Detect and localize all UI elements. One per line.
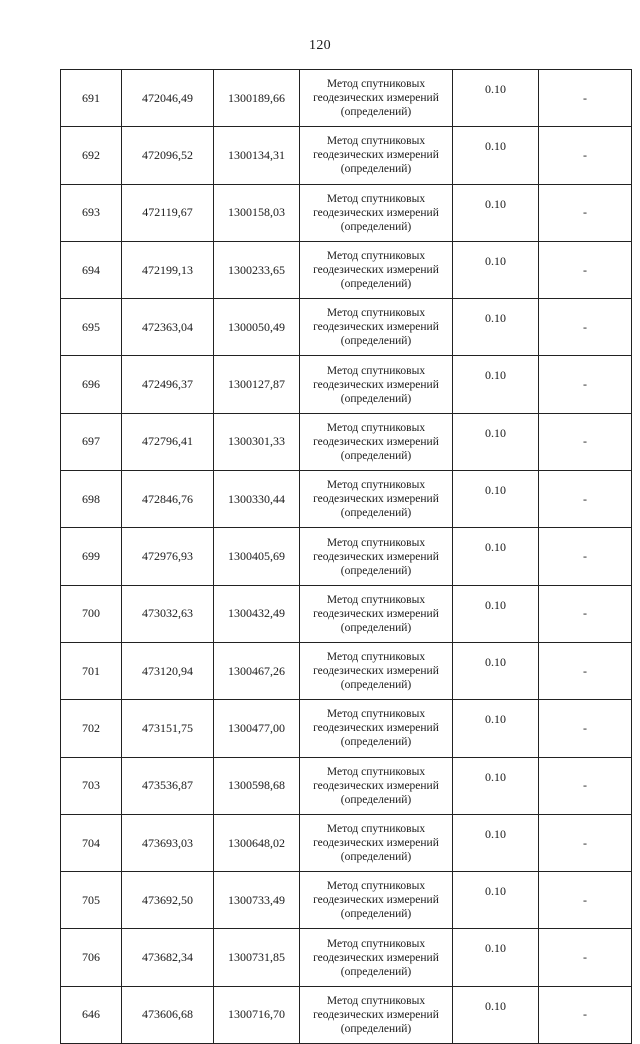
x-coordinate-cell: 472976,93: [122, 528, 214, 585]
y-coordinate-cell: 1300301,33: [214, 413, 300, 470]
table-row: [61, 70, 632, 127]
extra-cell: -: [539, 471, 632, 528]
y-coordinate-cell: 1300716,70: [214, 986, 300, 1043]
point-number-cell: 694: [61, 241, 122, 298]
method-cell: [300, 413, 453, 470]
method-cell: [300, 642, 453, 699]
method-line: геодезических измерений: [313, 493, 439, 506]
extra-cell: -: [539, 585, 632, 642]
accuracy-cell: 0.10: [453, 986, 539, 1043]
table-row: [61, 642, 632, 699]
point-number-cell: 706: [61, 929, 122, 986]
method-line: Метод спутниковых: [326, 307, 426, 320]
x-coordinate-cell: 472363,04: [122, 299, 214, 356]
table-row: [61, 814, 632, 871]
method-line: (определений): [340, 736, 412, 749]
method-line: Метод спутниковых: [326, 364, 426, 377]
method-cell: [300, 872, 453, 929]
table-row: [61, 986, 632, 1043]
accuracy-cell: 0.10: [453, 127, 539, 184]
x-coordinate-cell: 472496,37: [122, 356, 214, 413]
table-row: [61, 184, 632, 241]
extra-cell: -: [539, 356, 632, 413]
point-number-cell: 692: [61, 127, 122, 184]
x-coordinate-cell: 473692,50: [122, 872, 214, 929]
method-line: (определений): [340, 278, 412, 291]
method-line: геодезических измерений: [313, 92, 439, 105]
accuracy-cell: 0.10: [453, 528, 539, 585]
extra-cell: -: [539, 814, 632, 871]
method-line: геодезических измерений: [313, 264, 439, 277]
y-coordinate-cell: 1300648,02: [214, 814, 300, 871]
table-row: [61, 528, 632, 585]
x-coordinate-cell: 473032,63: [122, 585, 214, 642]
method-line: геодезических измерений: [313, 837, 439, 849]
method-line: (определений): [340, 106, 412, 119]
method-line: Метод спутниковых: [326, 823, 426, 835]
method-line: Метод спутниковых: [326, 593, 426, 606]
point-number-cell: 697: [61, 413, 122, 470]
x-coordinate-cell: 472796,41: [122, 413, 214, 470]
accuracy-cell: 0.10: [453, 413, 539, 470]
accuracy-cell: 0.10: [453, 585, 539, 642]
method-line: Метод спутниковых: [326, 192, 426, 205]
method-cell: [300, 184, 453, 241]
x-coordinate-cell: 472096,52: [122, 127, 214, 184]
method-cell: [300, 700, 453, 757]
x-coordinate-cell: 472119,67: [122, 184, 214, 241]
y-coordinate-cell: 1300233,65: [214, 241, 300, 298]
x-coordinate-cell: 472199,13: [122, 241, 214, 298]
y-coordinate-cell: 1300733,49: [214, 872, 300, 929]
y-coordinate-cell: 1300405,69: [214, 528, 300, 585]
method-line: геодезических измерений: [313, 951, 439, 964]
extra-cell: -: [539, 413, 632, 470]
method-line: (определений): [340, 449, 412, 462]
method-line: Метод спутниковых: [326, 536, 426, 549]
method-cell: [300, 986, 453, 1043]
extra-cell: -: [539, 642, 632, 699]
extra-cell: -: [539, 757, 632, 814]
method-line: Метод спутниковых: [326, 421, 426, 434]
x-coordinate-cell: 473151,75: [122, 700, 214, 757]
table-row: [61, 757, 632, 814]
method-cell: [300, 528, 453, 585]
method-cell: [300, 299, 453, 356]
point-number-cell: 698: [61, 471, 122, 528]
coordinates-table: [60, 69, 632, 1044]
method-line: Метод спутниковых: [326, 250, 426, 263]
method-line: геодезических измерений: [313, 321, 439, 334]
method-line: Метод спутниковых: [326, 765, 426, 778]
table-row: [61, 241, 632, 298]
method-line: (определений): [340, 908, 412, 921]
y-coordinate-cell: 1300127,87: [214, 356, 300, 413]
table-row: [61, 471, 632, 528]
method-line: (определений): [340, 564, 412, 577]
method-line: Метод спутниковых: [326, 708, 426, 721]
method-line: (определений): [340, 392, 412, 405]
method-line: Метод спутниковых: [326, 135, 426, 148]
table-row: [61, 413, 632, 470]
method-line: геодезических измерений: [313, 206, 439, 219]
method-line: геодезических измерений: [313, 607, 439, 620]
method-cell: [300, 471, 453, 528]
method-line: (определений): [340, 220, 412, 233]
x-coordinate-cell: 472846,76: [122, 471, 214, 528]
method-line: геодезических измерений: [313, 665, 439, 678]
method-line: геодезических измерений: [313, 722, 439, 735]
x-coordinate-cell: 473606,68: [122, 986, 214, 1043]
extra-cell: -: [539, 929, 632, 986]
method-line: (определений): [340, 163, 412, 176]
accuracy-cell: 0.10: [453, 241, 539, 298]
method-line: геодезических измерений: [313, 378, 439, 391]
table-row: [61, 356, 632, 413]
method-line: Метод спутниковых: [326, 937, 426, 950]
point-number-cell: 691: [61, 70, 122, 127]
method-line: (определений): [340, 1022, 412, 1035]
method-cell: [300, 127, 453, 184]
y-coordinate-cell: 1300050,49: [214, 299, 300, 356]
point-number-cell: 701: [61, 642, 122, 699]
method-cell: [300, 585, 453, 642]
y-coordinate-cell: 1300158,03: [214, 184, 300, 241]
point-number-cell: 693: [61, 184, 122, 241]
method-line: геодезических измерений: [313, 550, 439, 563]
x-coordinate-cell: 473693,03: [122, 814, 214, 871]
method-line: Метод спутниковых: [326, 479, 426, 492]
method-line: Метод спутниковых: [326, 651, 426, 664]
method-line: (определений): [340, 851, 412, 863]
accuracy-cell: 0.10: [453, 299, 539, 356]
method-line: Метод спутниковых: [326, 994, 426, 1007]
extra-cell: -: [539, 70, 632, 127]
method-line: (определений): [340, 679, 412, 692]
point-number-cell: 699: [61, 528, 122, 585]
method-line: Метод спутниковых: [326, 78, 426, 91]
accuracy-cell: 0.10: [453, 70, 539, 127]
method-line: (определений): [340, 621, 412, 634]
point-number-cell: 695: [61, 299, 122, 356]
method-line: геодезических измерений: [313, 149, 439, 162]
method-line: геодезических измерений: [313, 894, 439, 907]
table-row: [61, 127, 632, 184]
y-coordinate-cell: 1300731,85: [214, 929, 300, 986]
accuracy-cell: 0.10: [453, 184, 539, 241]
extra-cell: -: [539, 986, 632, 1043]
accuracy-cell: 0.10: [453, 757, 539, 814]
extra-cell: -: [539, 528, 632, 585]
point-number-cell: 705: [61, 872, 122, 929]
method-line: геодезических измерений: [313, 1008, 439, 1021]
y-coordinate-cell: 1300189,66: [214, 70, 300, 127]
point-number-cell: 646: [61, 986, 122, 1043]
extra-cell: -: [539, 299, 632, 356]
method-line: (определений): [340, 965, 412, 978]
method-line: геодезических измерений: [313, 435, 439, 448]
point-number-cell: 703: [61, 757, 122, 814]
accuracy-cell: 0.10: [453, 700, 539, 757]
accuracy-cell: 0.10: [453, 872, 539, 929]
accuracy-cell: 0.10: [453, 814, 539, 871]
y-coordinate-cell: 1300432,49: [214, 585, 300, 642]
y-coordinate-cell: 1300467,26: [214, 642, 300, 699]
y-coordinate-cell: 1300134,31: [214, 127, 300, 184]
accuracy-cell: 0.10: [453, 929, 539, 986]
method-line: (определений): [340, 507, 412, 520]
method-cell: [300, 356, 453, 413]
coordinates-table-body: [61, 70, 632, 1044]
accuracy-cell: 0.10: [453, 642, 539, 699]
table-row: [61, 929, 632, 986]
accuracy-cell: 0.10: [453, 356, 539, 413]
method-line: Метод спутниковых: [326, 880, 426, 893]
x-coordinate-cell: 473536,87: [122, 757, 214, 814]
x-coordinate-cell: 473682,34: [122, 929, 214, 986]
point-number-cell: 700: [61, 585, 122, 642]
extra-cell: -: [539, 127, 632, 184]
point-number-cell: 696: [61, 356, 122, 413]
extra-cell: -: [539, 184, 632, 241]
method-cell: [300, 241, 453, 298]
point-number-cell: 704: [61, 814, 122, 871]
page-number: 120: [309, 38, 331, 53]
y-coordinate-cell: 1300330,44: [214, 471, 300, 528]
method-line: геодезических измерений: [313, 779, 439, 792]
extra-cell: -: [539, 872, 632, 929]
method-line: (определений): [340, 793, 412, 806]
table-row: [61, 872, 632, 929]
accuracy-cell: 0.10: [453, 471, 539, 528]
method-cell: [300, 929, 453, 986]
point-number-cell: 702: [61, 700, 122, 757]
method-cell: [300, 757, 453, 814]
y-coordinate-cell: 1300477,00: [214, 700, 300, 757]
table-row: [61, 585, 632, 642]
method-cell: [300, 70, 453, 127]
x-coordinate-cell: 472046,49: [122, 70, 214, 127]
table-row: [61, 299, 632, 356]
extra-cell: -: [539, 700, 632, 757]
method-cell: [300, 814, 453, 871]
x-coordinate-cell: 473120,94: [122, 642, 214, 699]
table-row: [61, 700, 632, 757]
extra-cell: -: [539, 241, 632, 298]
method-line: (определений): [340, 335, 412, 348]
y-coordinate-cell: 1300598,68: [214, 757, 300, 814]
